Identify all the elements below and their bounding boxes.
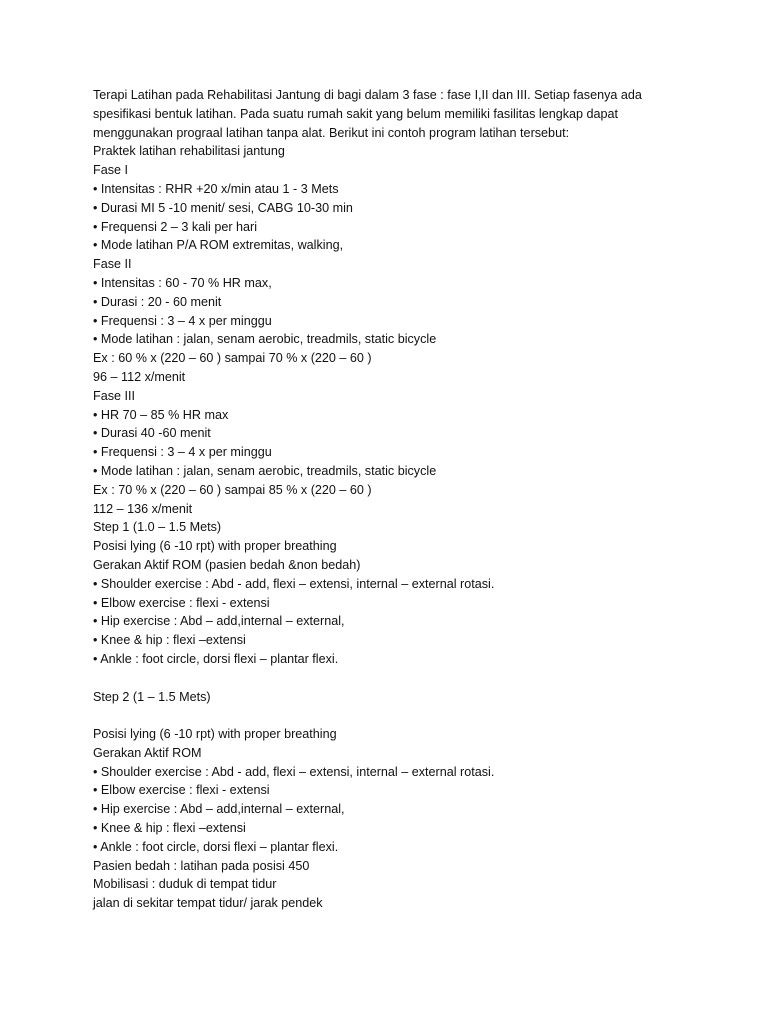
text-line: • HR 70 – 85 % HR max	[93, 407, 229, 422]
text-line: • Elbow exercise : flexi - extensi	[93, 595, 270, 610]
text-line: • Hip exercise : Abd – add,internal – external,	[93, 614, 345, 629]
document-body	[93, 86, 723, 913]
text-line: Step 2 (1 – 1.5 Mets)	[93, 689, 211, 704]
text-line: • Shoulder exercise : Abd - add, flexi – extensi, internal – external rotasi.	[93, 764, 495, 779]
text-line: Ex : 70 % x (220 – 60 ) sampai 85 % x (220 – 60 )	[93, 482, 372, 497]
text-line: • Mode latihan : jalan, senam aerobic, treadmils, static bicycle	[93, 332, 437, 347]
text-line: • Shoulder exercise : Abd - add, flexi – extensi, internal – external rotasi.	[93, 576, 495, 591]
text-line: • Ankle : foot circle, dorsi flexi – plantar flexi.	[93, 839, 339, 854]
text-line: Step 1 (1.0 – 1.5 Mets)	[93, 520, 222, 535]
blank-line	[93, 669, 723, 688]
text-line: • Frequensi 2 – 3 kali per hari	[93, 219, 258, 234]
text-line: Mobilisasi : duduk di tempat tidur	[93, 877, 277, 892]
text-line: Fase III	[93, 388, 135, 403]
text-line: Terapi Latihan pada Rehabilitasi Jantung di bagi dalam 3 fase : fase I,II dan III. Setiap fasenya ada	[93, 88, 642, 102]
text-line: 96 – 112 x/menit	[93, 369, 186, 384]
text-line: • Ankle : foot circle, dorsi flexi – plantar flexi.	[93, 651, 339, 666]
text-line: • Durasi MI 5 -10 menit/ sesi, CABG 10-30 min	[93, 200, 353, 215]
text-line: Pasien bedah : latihan pada posisi 450	[93, 858, 310, 873]
text-line: • Intensitas : RHR +20 x/min atau 1 - 3 Mets	[93, 181, 339, 196]
text-line: • Mode latihan P/A ROM extremitas, walking,	[93, 238, 344, 253]
text-line: 112 – 136 x/menit	[93, 501, 193, 516]
text-line: • Hip exercise : Abd – add,internal – external,	[93, 802, 345, 817]
text-line: • Durasi 40 -60 menit	[93, 426, 211, 441]
text-line: spesifikasi bentuk latihan. Pada suatu rumah sakit yang belum memiliki fasilitas lengkap dapat	[93, 106, 619, 121]
text-line: Ex : 60 % x (220 – 60 ) sampai 70 % x (220 – 60 )	[93, 351, 372, 366]
text-line: • Frequensi : 3 – 4 x per minggu	[93, 445, 272, 460]
text-line: • Knee & hip : flexi –extensi	[93, 633, 246, 648]
text-line: • Durasi : 20 - 60 menit	[93, 294, 222, 309]
text-line: • Elbow exercise : flexi - extensi	[93, 783, 270, 798]
text-line: jalan di sekitar tempat tidur/ jarak pendek	[93, 896, 323, 911]
text-line: • Mode latihan : jalan, senam aerobic, treadmils, static bicycle	[93, 463, 437, 478]
blank-line	[93, 706, 723, 725]
text-line: Gerakan Aktif ROM (pasien bedah &non bedah)	[93, 557, 361, 572]
text-line: Posisi lying (6 -10 rpt) with proper breathing	[93, 539, 337, 554]
text-line: Praktek latihan rehabilitasi jantung	[93, 144, 285, 159]
text-line: Fase II	[93, 257, 132, 272]
text-line: menggunakan prograal latihan tanpa alat. Berikut ini contoh program latihan tersebut:	[93, 125, 570, 140]
text-line: • Knee & hip : flexi –extensi	[93, 821, 246, 836]
text-line: Fase I	[93, 163, 128, 178]
text-line: Gerakan Aktif ROM	[93, 745, 202, 760]
text-line: • Intensitas : 60 - 70 % HR max,	[93, 275, 272, 290]
text-line: • Frequensi : 3 – 4 x per minggu	[93, 313, 272, 328]
text-line: Posisi lying (6 -10 rpt) with proper breathing	[93, 727, 337, 742]
